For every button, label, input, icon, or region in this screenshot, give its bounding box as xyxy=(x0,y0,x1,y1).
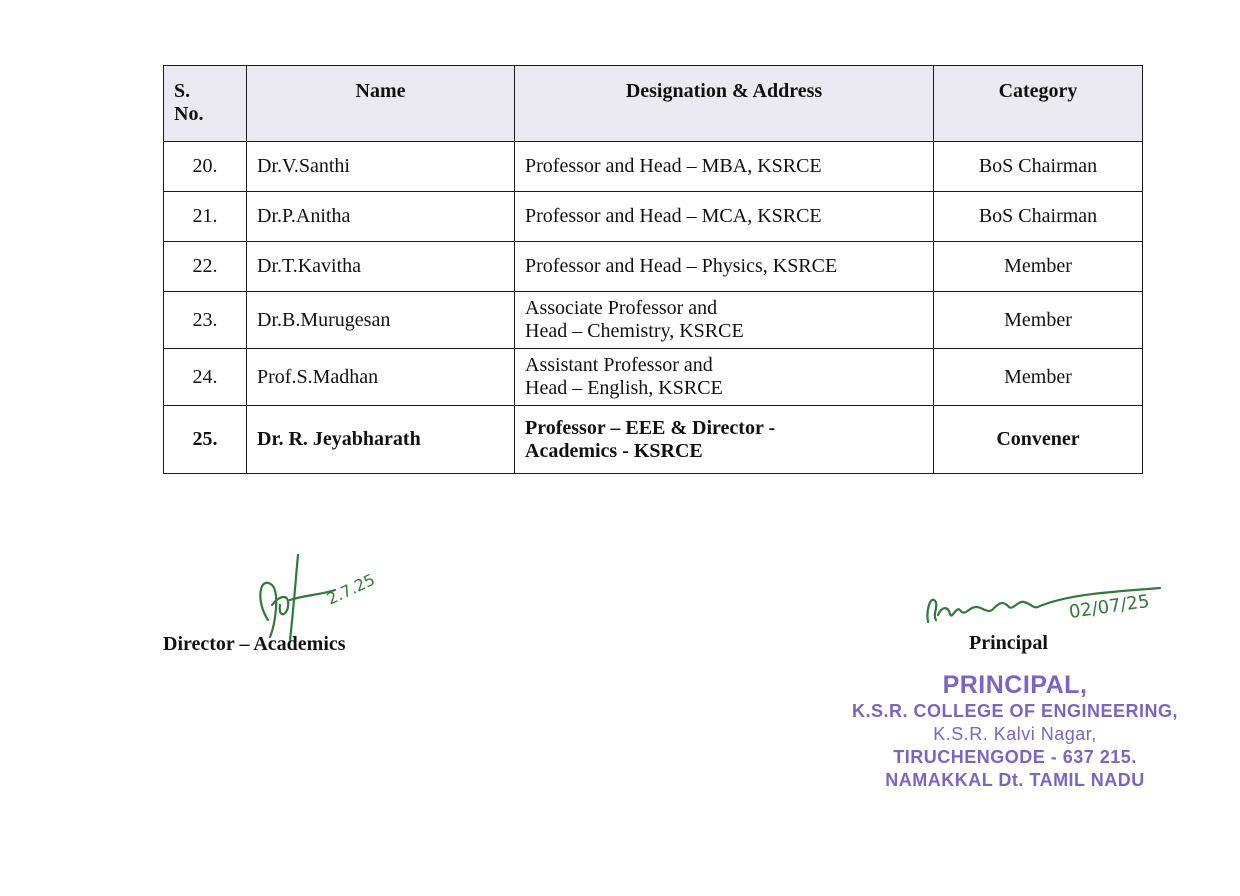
cell-designation xyxy=(515,292,934,349)
members-table xyxy=(163,65,1143,474)
cell-sno: 25. xyxy=(164,406,247,474)
principal-signature xyxy=(920,570,1220,630)
cell-category: BoS Chairman xyxy=(934,192,1143,242)
designation-line: Assistant Professor and xyxy=(525,354,713,376)
table-row xyxy=(164,349,1143,406)
cell-sno: 24. xyxy=(164,349,247,406)
director-academics-label: Director – Academics xyxy=(163,633,346,655)
designation-line: Professor and Head – Physics, KSRCE xyxy=(525,255,838,277)
header-name: Name xyxy=(247,66,515,142)
cell-sno: 23. xyxy=(164,292,247,349)
designation-line: Professor – EEE & Director - xyxy=(525,416,776,439)
cell-category: Member xyxy=(934,349,1143,406)
cell-name: Dr.V.Santhi xyxy=(247,142,515,192)
cell-name: Dr.P.Anitha xyxy=(247,192,515,242)
svg-text:2.7.25: 2.7.25 xyxy=(323,569,378,609)
cell-name: Dr.T.Kavitha xyxy=(247,242,515,292)
table-header-row xyxy=(164,66,1143,142)
header-sno xyxy=(164,66,247,142)
table-row xyxy=(164,192,1143,242)
designation-line: Academics - KSRCE xyxy=(525,439,703,462)
svg-text:02/07/25: 02/07/25 xyxy=(1067,590,1151,623)
cell-name: Prof.S.Madhan xyxy=(247,349,515,406)
cell-designation xyxy=(515,242,934,292)
cell-designation xyxy=(515,406,934,474)
designation-line: Associate Professor and xyxy=(525,297,718,319)
table-row xyxy=(164,142,1143,192)
cell-category: Member xyxy=(934,292,1143,349)
stamp-title: PRINCIPAL, xyxy=(942,671,1088,699)
cell-sno: 22. xyxy=(164,242,247,292)
principal-stamp xyxy=(830,670,1200,792)
principal-label: Principal xyxy=(969,632,1048,654)
header-category: Category xyxy=(934,66,1143,142)
designation-line: Head – English, KSRCE xyxy=(525,377,723,399)
header-sno-label: S. No. xyxy=(174,80,204,125)
stamp-college: K.S.R. COLLEGE OF ENGINEERING, xyxy=(851,701,1179,721)
table-row xyxy=(164,292,1143,349)
table-row xyxy=(164,406,1143,474)
header-designation: Designation & Address xyxy=(515,66,934,142)
stamp-locality: K.S.R. Kalvi Nagar, xyxy=(933,724,1097,744)
cell-category: BoS Chairman xyxy=(934,142,1143,192)
table-row xyxy=(164,242,1143,292)
cell-category: Member xyxy=(934,242,1143,292)
cell-category: Convener xyxy=(934,406,1143,474)
director-signature xyxy=(250,545,400,645)
cell-name: Dr. R. Jeyabharath xyxy=(247,406,515,474)
stamp-district: NAMAKKAL Dt. TAMIL NADU xyxy=(885,770,1145,790)
designation-line: Professor and Head – MBA, KSRCE xyxy=(525,155,822,177)
cell-sno: 20. xyxy=(164,142,247,192)
cell-designation xyxy=(515,349,934,406)
designation-line: Professor and Head – MCA, KSRCE xyxy=(525,205,822,227)
cell-name: Dr.B.Murugesan xyxy=(247,292,515,349)
cell-designation xyxy=(515,192,934,242)
table-body xyxy=(164,142,1143,474)
designation-line: Head – Chemistry, KSRCE xyxy=(525,320,744,342)
cell-designation xyxy=(515,142,934,192)
cell-sno: 21. xyxy=(164,192,247,242)
stamp-city: TIRUCHENGODE - 637 215. xyxy=(893,747,1137,767)
